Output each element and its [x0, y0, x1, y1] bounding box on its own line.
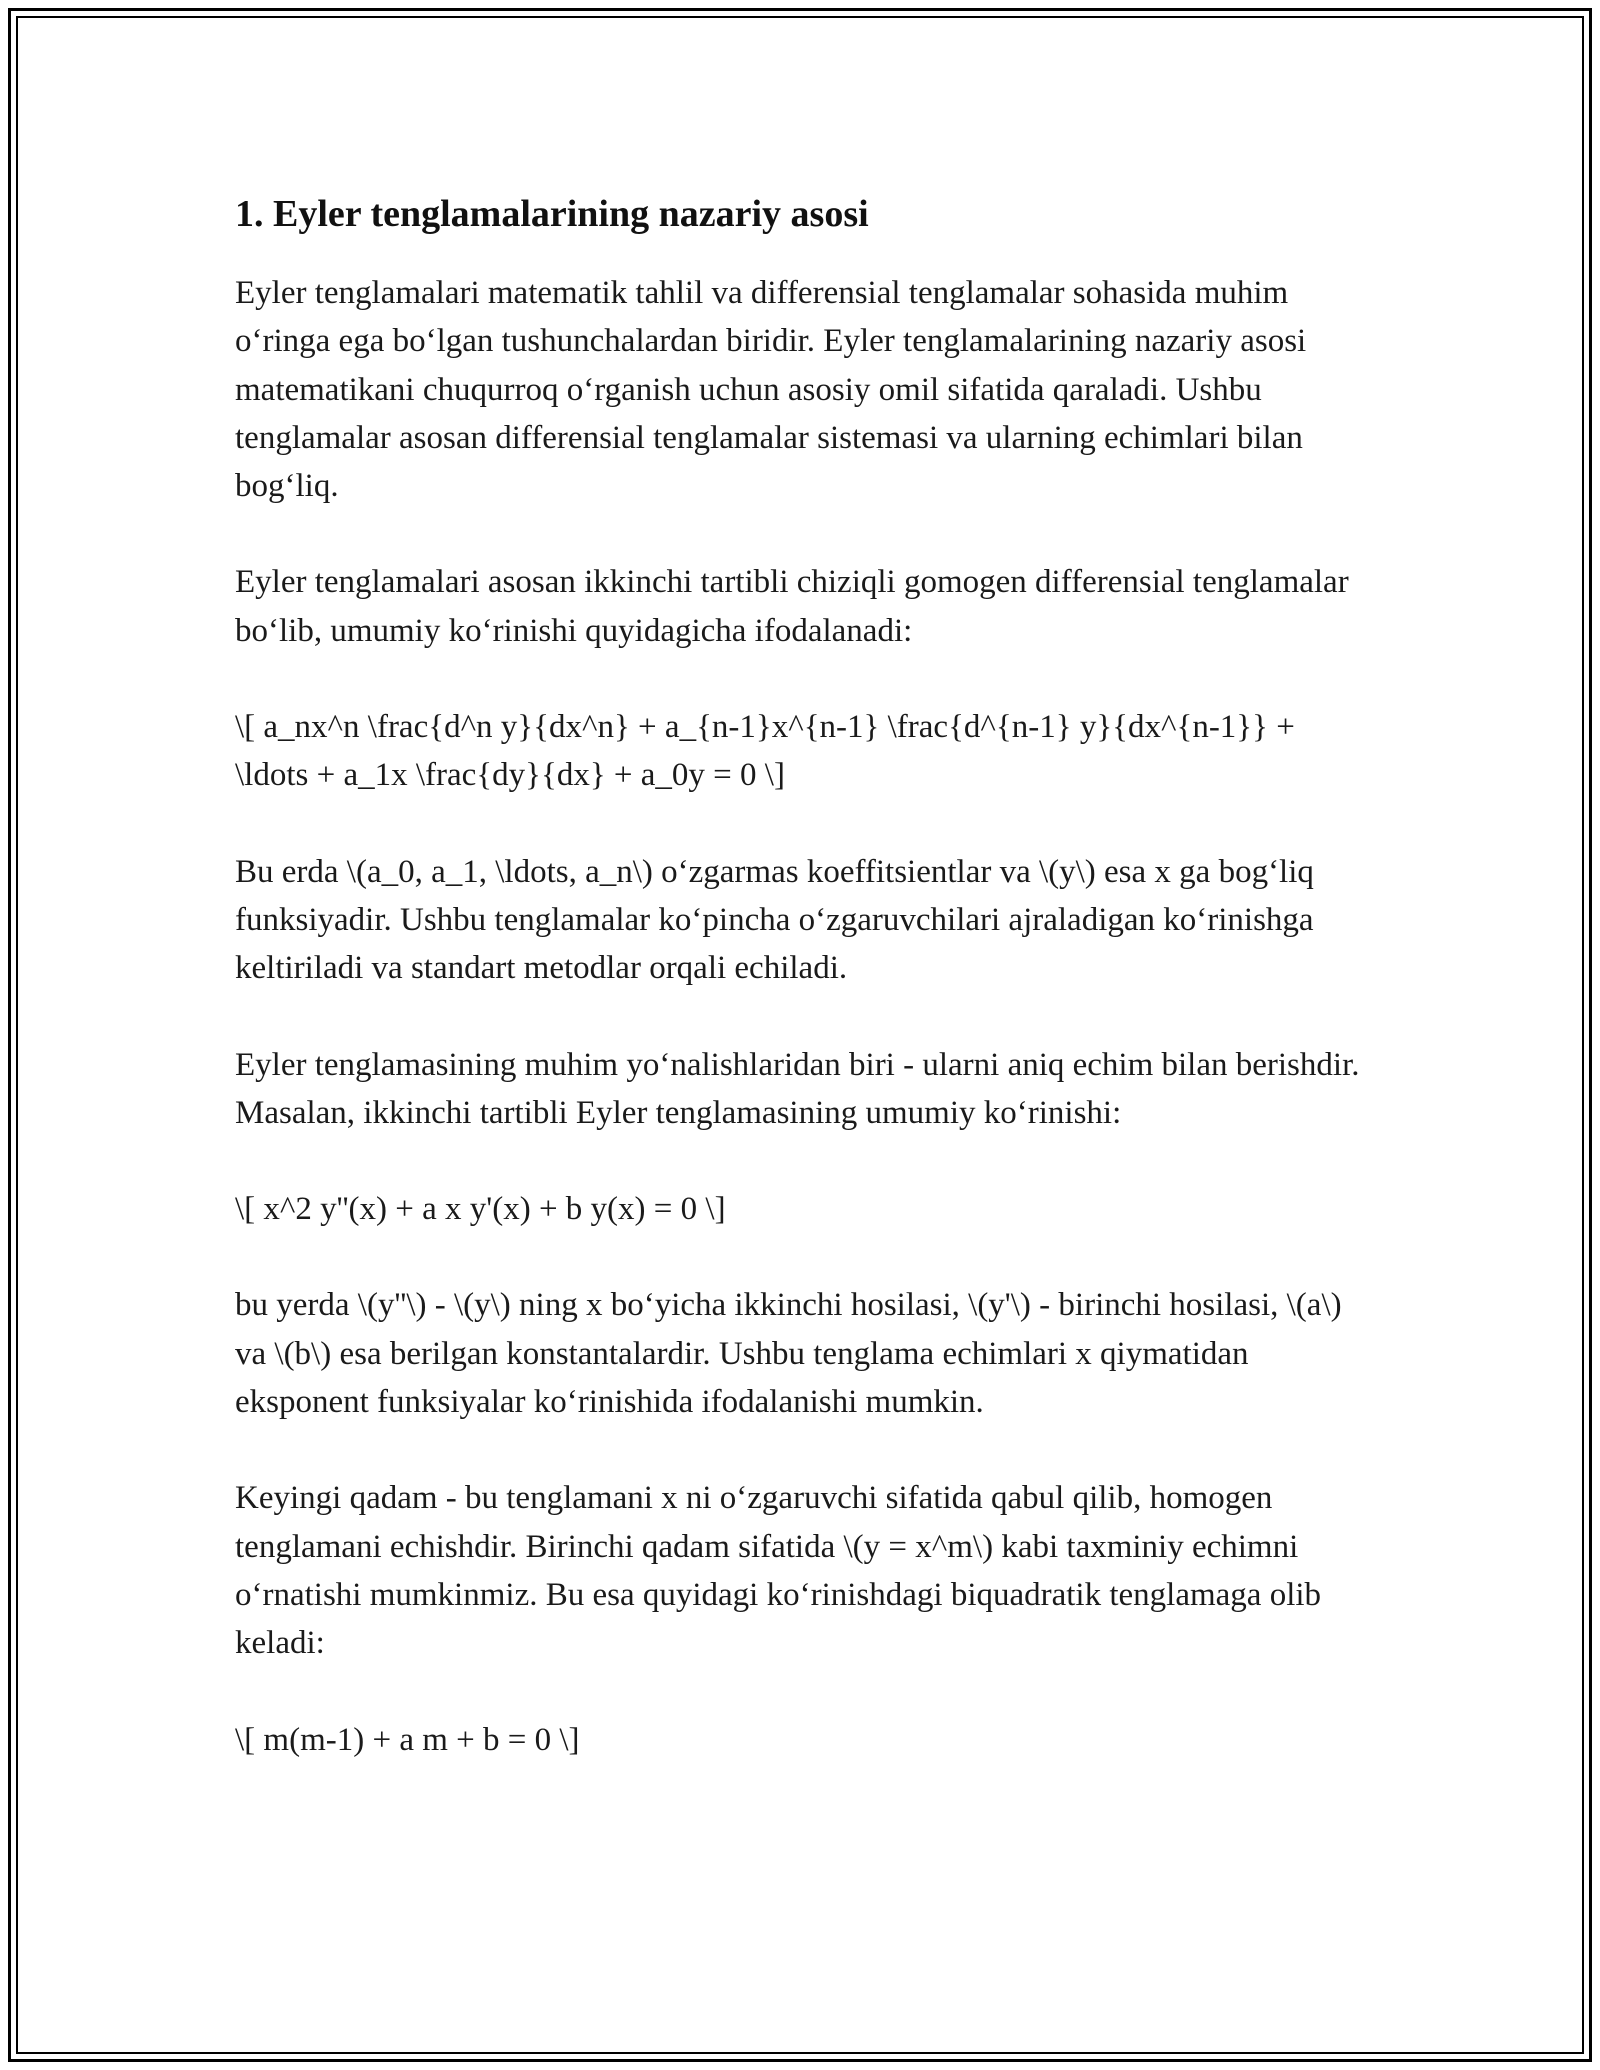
equation-general: \[ a_nx^n \frac{d^n y}{dx^n} + a_{n-1}x^{n-1} \frac{d^{n-1} y}{dx^{n-1}} + \ldots + a_1x \frac{dy}{dx} + a_0y = 0 \] [235, 709, 1295, 794]
paragraph-second-order: Eyler tenglamasining muhim yo‘nalishlaridan biri - ularni aniq echim bilan berishdir. Masalan, ikkinchi tartibli Eyler tenglamasining umumiy ko‘rinishi: [235, 1046, 1360, 1131]
section-heading: 1. Eyler tenglamalarining nazariy asosi [235, 193, 869, 235]
paragraph-general-form: Eyler tenglamalari asosan ikkinchi tartibli chiziqli gomogen differensial tenglamalar bo‘lib, umumiy ko‘rinishi quyidagicha ifodalanadi: [235, 564, 1349, 649]
equation-second-order: \[ x^2 y''(x) + a x y'(x) + b y(x) = 0 \] [235, 1191, 726, 1228]
paragraph-coefficients: Bu erda \(a_0, a_1, \ldots, a_n\) o‘zgarmas koeffitsientlar va \(y\) esa x ga bog‘liq funksiyadir. Ushbu tenglamalar ko‘pincha o‘zgaruvchilari ajraladigan ko‘rinishga keltiriladi va standart metodlar orqali echiladi. [235, 853, 1314, 987]
paragraph-derivatives: bu yerda \(y''\) - \(y\) ning x bo‘yicha ikkinchi hosilasi, \(y'\) - birinchi hosilasi, \(a\) va \(b\) esa berilgan konstantalardir. Ushbu tenglama echimlari x qiymatidan eksponent funksiyalar ko‘rinishida ifodalanishi mumkin. [235, 1287, 1342, 1421]
equation-characteristic: \[ m(m-1) + a m + b = 0 \] [235, 1721, 580, 1758]
document-body [235, 185, 1375, 1812]
paragraph-next-step: Keyingi qadam - bu tenglamani x ni o‘zgaruvchi sifatida qabul qilib, homogen tenglamani echishdir. Birinchi qadam sifatida \(y = x^m\) kabi taxminiy echimni o‘rnatishi mumkinmiz. Bu esa quyidagi ko‘rinishdagi biquadratik tenglamaga olib keladi: [235, 1480, 1322, 1662]
paragraph-intro: Eyler tenglamalari matematik tahlil va differensial tenglamalar sohasida muhim o‘ringa ega bo‘lgan tushunchalardan biridir. Eyler tenglamalarining nazariy asosi matematikani chuqurroq o‘rganish uchun asosiy omil sifatida qaraladi. Ushbu tenglamalar asosan differensial tenglamalar sistemasi va ularning echimlari bilan bog‘liq. [235, 275, 1307, 505]
